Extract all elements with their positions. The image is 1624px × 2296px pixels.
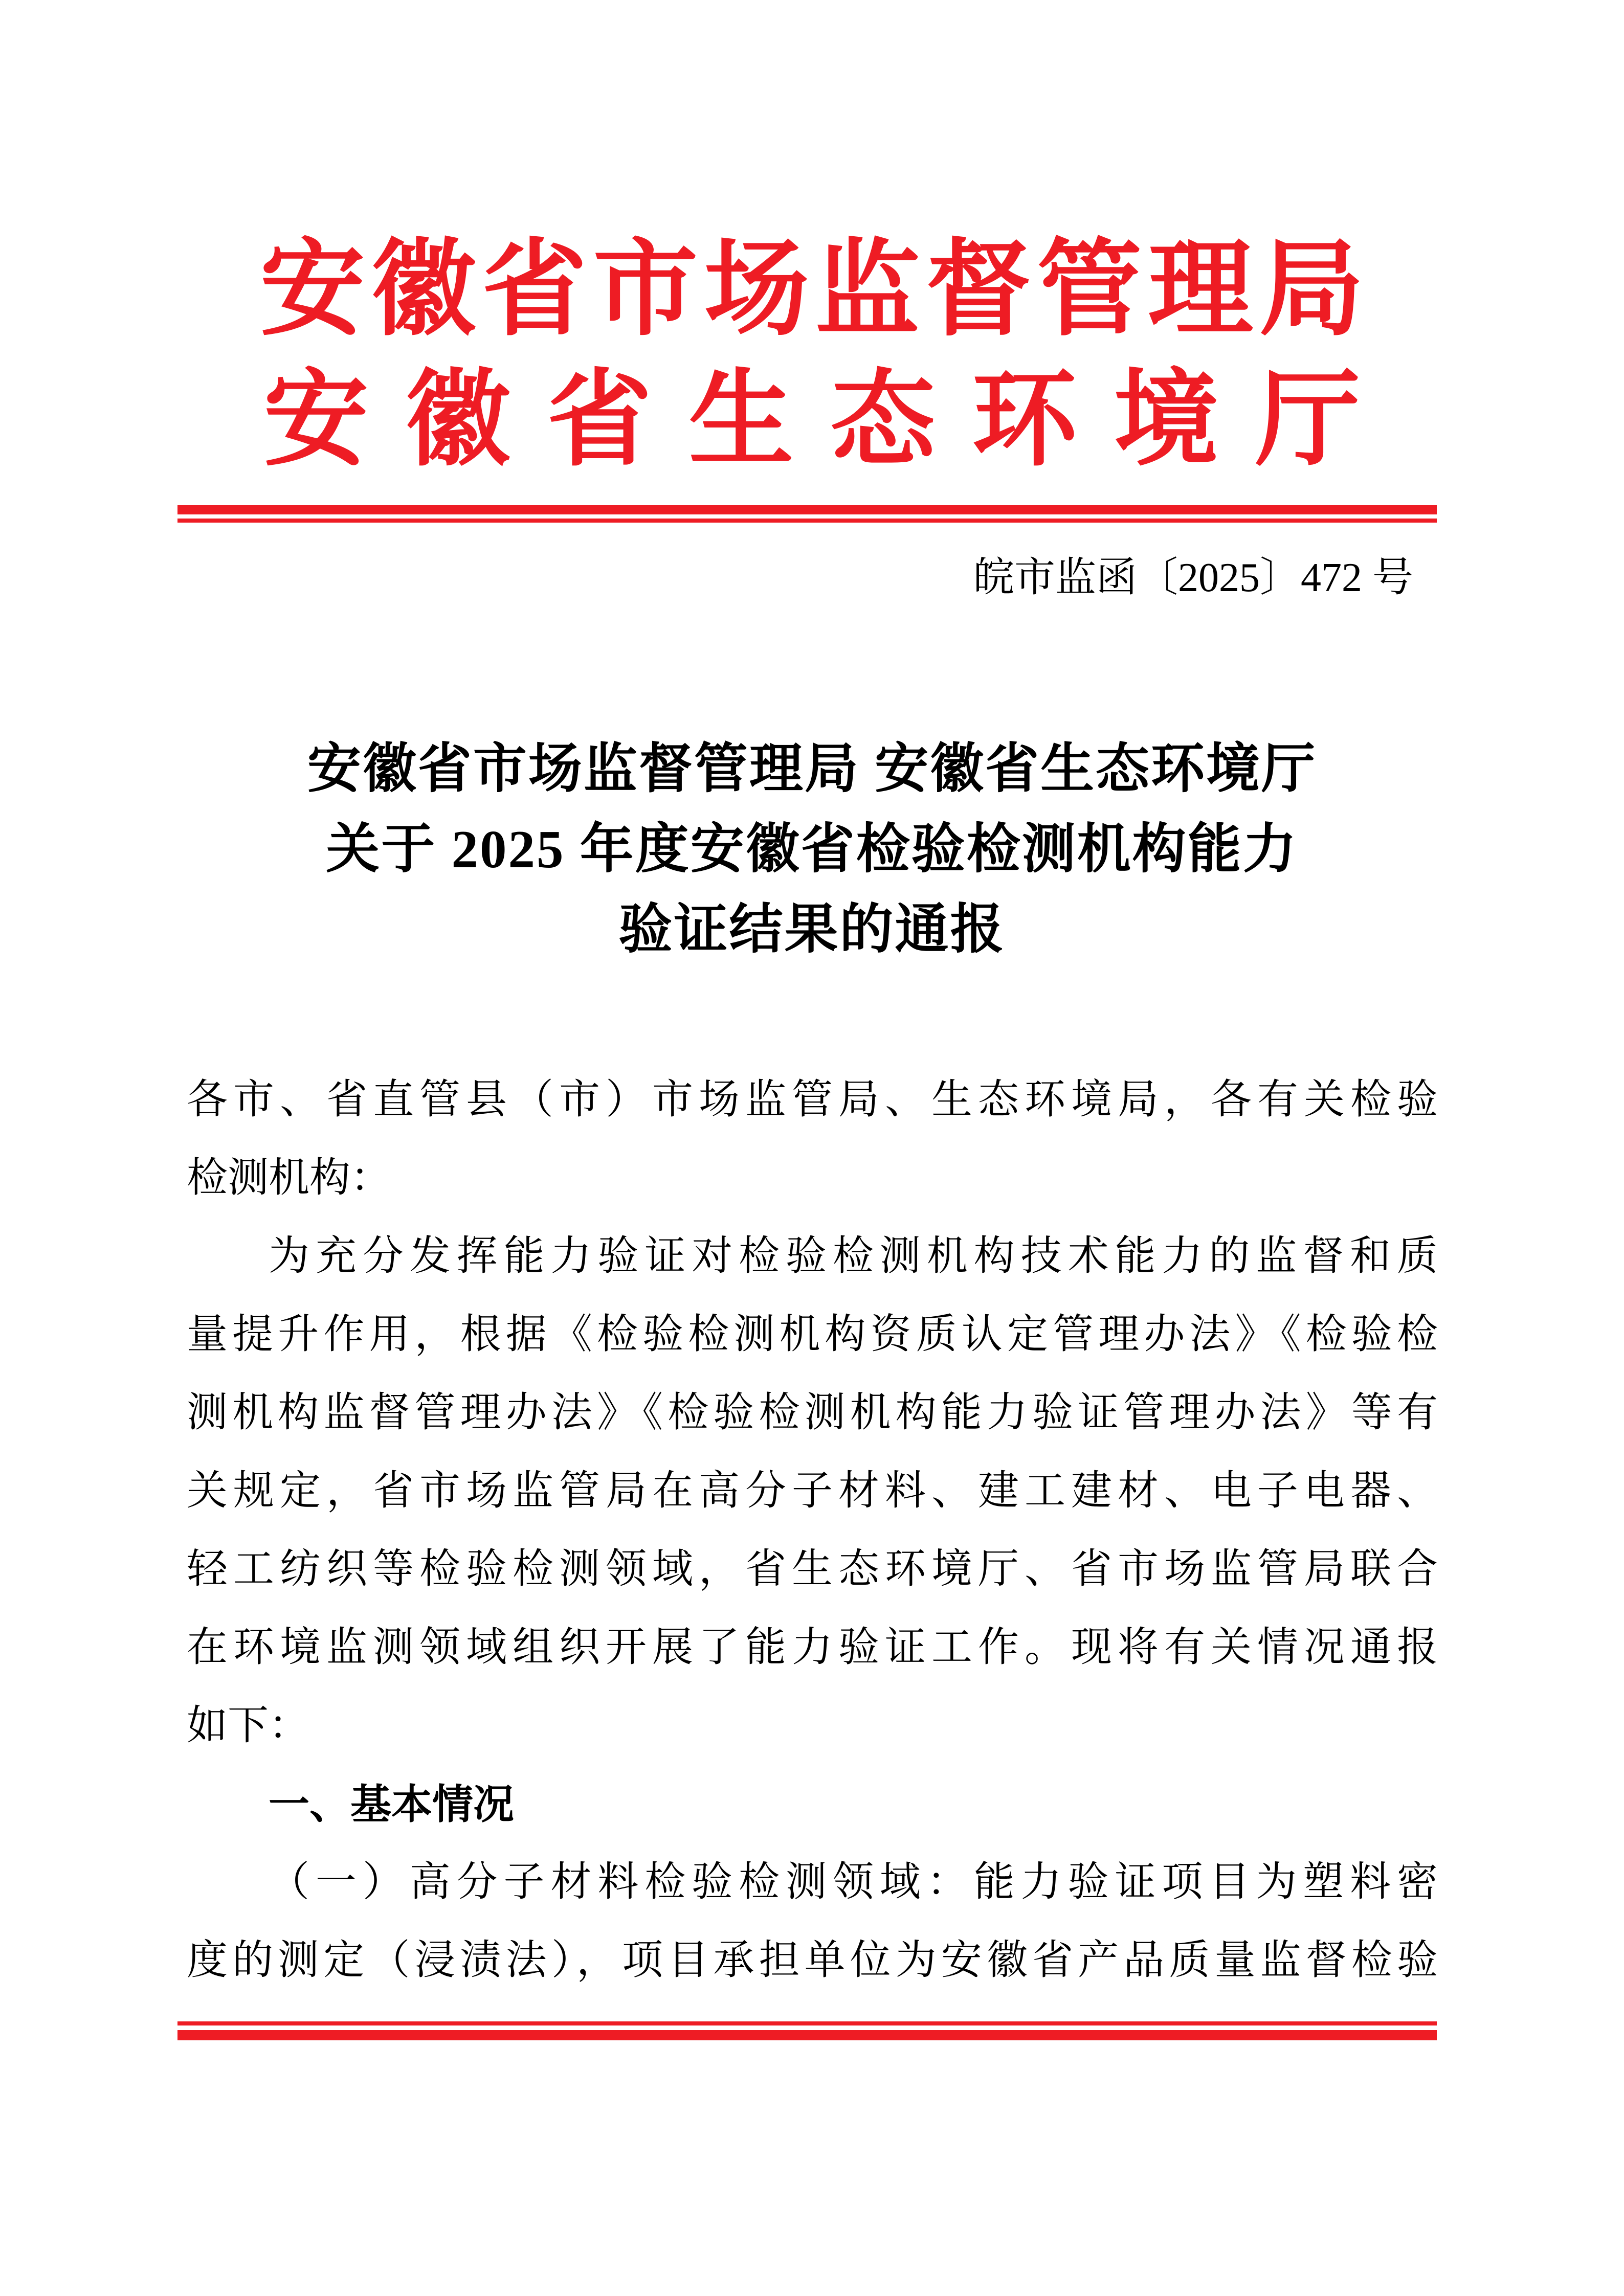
subsection-line: 度的测定（浸渍法），项目承担单位为安徽省产品质量监督检验 (187, 1938, 1438, 1983)
org-name-line-1: 安徽省市场监督管理局 (260, 232, 1370, 348)
addressee-line-1: 各市、省直管县（市）市场监管局、生态环境局，各有关检验 (187, 1077, 1438, 1122)
subsection-line: （一）高分子材料检验检测领域：能力验证项目为塑料密 (269, 1860, 1438, 1905)
footer-rule-thin (177, 2021, 1437, 2025)
paragraph-line: 在环境监测领域组织开展了能力验证工作。现将有关情况通报 (187, 1625, 1438, 1670)
paragraph-line: 如下： (187, 1703, 309, 1748)
org-name-line-2: 安徽省生态环境厅 (263, 363, 1397, 479)
title-line-1: 安徽省市场监督管理局 安徽省生态环境厅 (307, 739, 1317, 799)
letterhead (0, 225, 1624, 486)
paragraph-line: 轻工纺织等检验检测领域，省生态环境厅、省市场监管局联合 (187, 1547, 1438, 1592)
body-text (187, 1061, 1438, 2000)
paragraph-line: 为充分发挥能力验证对检验检测机构技术能力的监督和质 (269, 1234, 1438, 1279)
title-line-2: 关于 2025 年度安徽省检验检测机构能力 (326, 819, 1298, 879)
paragraph-line: 关规定，省市场监管局在高分子材料、建工建材、电子电器、 (187, 1469, 1438, 1514)
footer-rule-thick (177, 2030, 1437, 2040)
header-rule-thin (177, 519, 1437, 523)
doc-number: 皖市监函〔2025〕472 号 (973, 555, 1413, 600)
section-heading: 一、基本情况 (269, 1782, 514, 1827)
header-rule-thick (177, 505, 1437, 514)
title-line-3: 验证结果的通报 (618, 899, 1006, 959)
paragraph-line: 测机构监督管理办法》《检验检测机构能力验证管理办法》等有 (187, 1390, 1438, 1435)
addressee-line-2: 检测机构： (187, 1156, 391, 1201)
paragraph-line: 量提升作用，根据《检验检测机构资质认定管理办法》《检验检 (187, 1312, 1438, 1357)
document-title (0, 729, 1624, 970)
